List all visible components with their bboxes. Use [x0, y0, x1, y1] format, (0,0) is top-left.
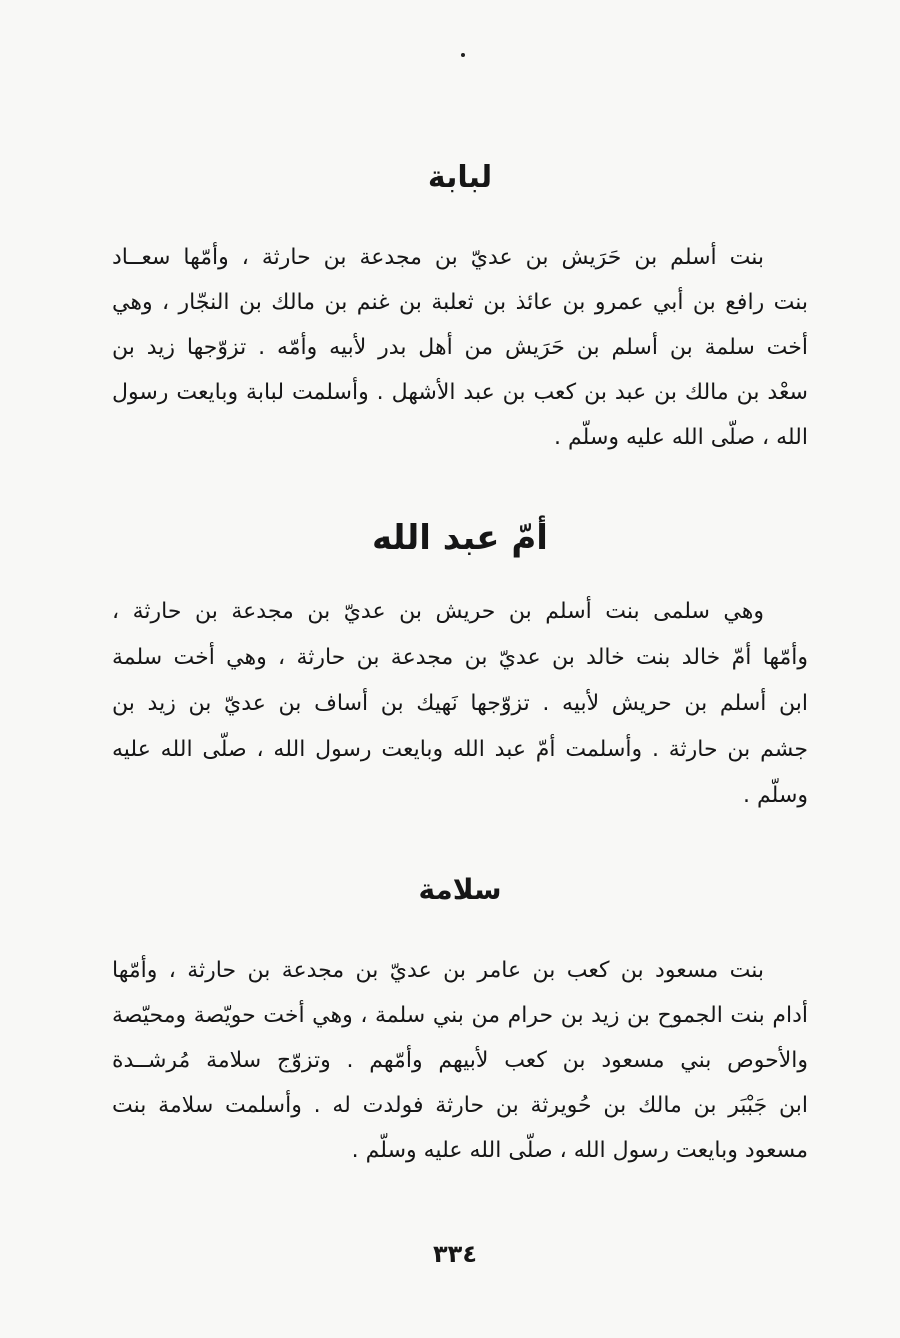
- text-line: أخت سلمة بن أسلم بن حَرَيش من أهل بدر لأبيه وأمّه . تزوّجها زيد بن: [112, 335, 808, 360]
- paragraph-umm-abdullah: [112, 589, 808, 819]
- section-title-lubaba: لبابة: [427, 160, 493, 195]
- text-line: بنت أسلم بن حَرَيش بن عديّ بن مجدعة بن حارثة ، وأمّها سعــاد: [112, 245, 764, 270]
- text-line: جشم بن حارثة . وأسلمت أمّ عبد الله وبايعت رسول الله ، صلّى الله عليه: [112, 737, 808, 762]
- text-line: بنت مسعود بن كعب بن عامر بن عديّ بن مجدعة بن حارثة ، وأمّها: [112, 958, 764, 983]
- stray-ink-mark: [461, 53, 465, 57]
- text-line: الله ، صلّى الله عليه وسلّم .: [554, 425, 808, 450]
- text-line: ابن أسلم بن حريش لأبيه . تزوّجها نَهيك بن أساف بن عديّ بن زيد بن: [112, 691, 808, 716]
- section-title-salama: سلامة: [418, 873, 502, 906]
- text-line: ابن جَبْبَر بن مالك بن حُويرثة بن حارثة فولدت له . وأسلمت سلامة بنت: [112, 1093, 808, 1118]
- text-line: بنت رافع بن أبي عمرو بن عائذ بن ثعلبة بن غنم بن مالك بن النجّار ، وهي: [112, 290, 808, 315]
- page-number: ٣٣٤: [433, 1240, 477, 1268]
- paragraph-lubaba: [112, 235, 808, 460]
- text-line: وأمّها أمّ خالد بنت خالد بن عديّ بن مجدعة بن حارثة ، وهي أخت سلمة: [112, 645, 808, 670]
- text-line: أدام بنت الجموح بن زيد بن حرام من بني سلمة ، وهي أخت حويّصة ومحيّصة: [112, 1003, 808, 1028]
- text-line: وهي سلمى بنت أسلم بن حريش بن عديّ بن مجدعة بن حارثة ،: [112, 599, 764, 624]
- text-line: وسلّم .: [743, 783, 808, 808]
- text-line: والأحوص بني مسعود بن كعب لأبيهم وأمّهم . وتزوّج سلامة مُرشــدة: [112, 1048, 808, 1073]
- paragraph-salama: [112, 948, 808, 1173]
- text-line: سعْد بن مالك بن عبد بن كعب بن عبد الأشهل . وأسلمت لبابة وبايعت رسول: [112, 380, 808, 405]
- section-title-umm-abdullah: أمّ عبد الله: [372, 518, 548, 558]
- text-line: مسعود وبايعت رسول الله ، صلّى الله عليه وسلّم .: [351, 1138, 808, 1163]
